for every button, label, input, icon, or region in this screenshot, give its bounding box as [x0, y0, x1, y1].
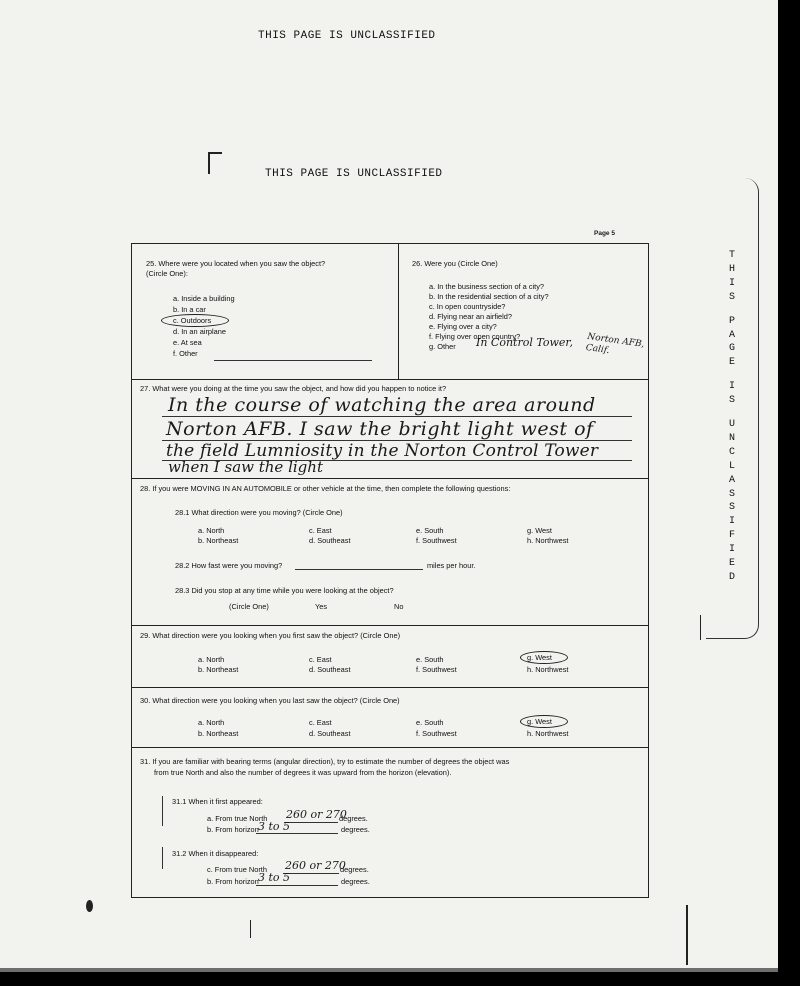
scan-mark — [686, 905, 688, 965]
q25-option-e[interactable]: e. At sea — [173, 338, 202, 347]
q30-dir-f[interactable]: f. Southwest — [416, 729, 457, 738]
q26-question: 26. Were you (Circle One) — [412, 259, 498, 268]
q28-question: 28. If you were MOVING IN AN AUTOMOBILE or other vehicle at the time, then complete the following questions: — [140, 484, 511, 493]
classification-banner-top: THIS PAGE IS UNCLASSIFIED — [258, 30, 436, 42]
q31-question-line-2: from true North and also the number of degrees it was upward from the horizon (elevation). — [154, 768, 452, 777]
q29-dir-c[interactable]: c. East — [309, 655, 332, 664]
q25-option-f[interactable]: f. Other — [173, 349, 198, 358]
q28-3-circle-one: (Circle One) — [229, 602, 269, 611]
side-stamp-letter: U — [729, 419, 736, 430]
q25-other-line — [214, 360, 372, 361]
q31-2b-label: b. From horizon — [207, 877, 259, 886]
q29-question: 29. What direction were you looking when you first saw the object? (Circle One) — [140, 631, 401, 640]
scan-mark — [700, 615, 701, 640]
q26-option-a[interactable]: a. In the business section of a city? — [429, 282, 545, 291]
q30-selected-circle — [520, 715, 568, 728]
q26-option-d[interactable]: d. Flying near an airfield? — [429, 312, 512, 321]
scan-speck — [86, 900, 93, 912]
q31-question-line-1: 31. If you are familiar with bearing terms (angular direction), try to estimate the number of degrees the object was — [140, 757, 510, 766]
q28-dir-c[interactable]: c. East — [309, 526, 332, 535]
q28-dir-a[interactable]: a. North — [198, 526, 225, 535]
q26-handwritten-side: Norton AFB, Calif. — [585, 332, 645, 357]
q25-option-d[interactable]: d. In an airplane — [173, 327, 227, 336]
q31-1a-degrees: degrees. — [339, 814, 368, 823]
q29-selected-circle — [520, 651, 568, 664]
side-stamp-letter: I — [729, 277, 736, 289]
q28-dir-d[interactable]: d. Southeast — [309, 536, 351, 545]
side-stamp-letter: C — [729, 446, 736, 458]
q31-2c-label: c. From true North — [207, 865, 267, 874]
q27-handwritten-line-1: In the course of watching the area around — [168, 394, 596, 416]
q30-dir-h[interactable]: h. Northwest — [527, 729, 569, 738]
side-stamp-letter: S — [729, 488, 736, 500]
q31-2c-handwritten: 260 or 270 — [285, 859, 346, 872]
q26-option-f[interactable]: f. Flying over open country? — [429, 332, 521, 341]
q28-dir-e[interactable]: e. South — [416, 526, 444, 535]
side-stamp-letter: S — [729, 502, 736, 514]
side-stamp-letter: E — [729, 558, 736, 569]
q25-option-c[interactable]: c. Outdoors — [173, 316, 212, 325]
q28-2-unit: miles per hour. — [427, 561, 476, 570]
q31-2c-degrees: degrees. — [340, 865, 369, 874]
q28-3-yes[interactable]: Yes — [315, 602, 328, 611]
scan-bottom-edge — [0, 968, 778, 972]
q28-dir-h[interactable]: h. Northwest — [527, 536, 569, 545]
side-stamp-letter: A — [729, 474, 736, 486]
q28-2-speed-line[interactable] — [295, 569, 423, 570]
q30-dir-d[interactable]: d. Southeast — [309, 729, 351, 738]
q29-dir-d[interactable]: d. Southeast — [309, 665, 351, 674]
page-number: Page 5 — [594, 230, 615, 237]
side-stamp-letter: L — [729, 460, 736, 472]
q31-2-heading: 31.2 When it disappeared: — [172, 849, 259, 858]
q25-instruction: (Circle One): — [146, 269, 188, 278]
q27-handwritten-line-4: when I saw the light — [168, 458, 323, 476]
classification-banner-second: THIS PAGE IS UNCLASSIFIED — [265, 168, 443, 180]
q30-dir-b[interactable]: b. Northeast — [198, 729, 239, 738]
q29-dir-g[interactable]: g. West — [527, 653, 552, 662]
q25-selected-circle — [161, 314, 229, 327]
q31-1-heading: 31.1 When it first appeared: — [172, 797, 263, 806]
side-stamp-letter: G — [729, 343, 736, 355]
side-stamp-letter: P — [729, 315, 736, 327]
q27-handwritten-line-3: the field Lumniosity in the Norton Control Tower — [166, 441, 599, 461]
q27-question: 27. What were you doing at the time you saw the object, and how did you happen to notice it? — [140, 384, 447, 393]
q30-dir-e[interactable]: e. South — [416, 718, 444, 727]
side-stamp-letter: N — [729, 432, 736, 444]
scan-mark — [208, 152, 210, 174]
stamp-bracket — [706, 178, 759, 639]
sighting-form — [131, 243, 649, 898]
q29-dir-h[interactable]: h. Northwest — [527, 665, 569, 674]
side-stamp-letter: D — [729, 571, 736, 583]
q30-dir-g[interactable]: g. West — [527, 717, 552, 726]
q28-2-question: 28.2 How fast were you moving? — [175, 561, 283, 570]
side-stamp-letter: H — [729, 263, 736, 275]
q27-handwritten-line-2: Norton AFB. I saw the bright light west of — [166, 418, 594, 440]
q31-2b-degrees: degrees. — [341, 877, 370, 886]
q29-dir-b[interactable]: b. Northeast — [198, 665, 239, 674]
q26-handwritten-other: In Control Tower, — [476, 336, 573, 349]
q28-dir-g[interactable]: g. West — [527, 526, 552, 535]
q26-option-b[interactable]: b. In the residential section of a city? — [429, 292, 549, 301]
side-stamp-letter: A — [729, 329, 736, 341]
side-stamp-letter: F — [729, 530, 736, 542]
side-stamp-letter: S — [729, 395, 736, 407]
side-stamp-letter: S — [729, 291, 736, 303]
q26-option-g[interactable]: g. Other — [429, 342, 456, 351]
side-stamp-letter: E — [729, 357, 736, 369]
q29-dir-f[interactable]: f. Southwest — [416, 665, 457, 674]
q26-option-e[interactable]: e. Flying over a city? — [429, 322, 497, 331]
q26-option-c[interactable]: c. In open countryside? — [429, 302, 506, 311]
q29-dir-a[interactable]: a. North — [198, 655, 225, 664]
q31-2b-handwritten: 3 to 5 — [258, 871, 291, 884]
scan-mark — [250, 920, 251, 938]
q30-dir-a[interactable]: a. North — [198, 718, 225, 727]
q31-1b-label: b. From horizon — [207, 825, 259, 834]
q28-3-question: 28.3 Did you stop at any time while you were looking at the object? — [175, 586, 394, 595]
q29-dir-e[interactable]: e. South — [416, 655, 444, 664]
q28-1-question: 28.1 What direction were you moving? (Circle One) — [175, 508, 343, 517]
side-stamp-letter: T — [729, 250, 736, 261]
side-stamp-letter: I — [729, 381, 736, 393]
side-stamp-letter: I — [729, 516, 736, 528]
q31-1b-handwritten: 3 to 5 — [258, 820, 291, 833]
q30-dir-c[interactable]: c. East — [309, 718, 332, 727]
q28-3-no[interactable]: No — [394, 602, 404, 611]
q25-question: 25. Where were you located when you saw the object? — [146, 259, 326, 268]
q28-dir-b[interactable]: b. Northeast — [198, 536, 239, 545]
scan-mark — [208, 152, 222, 154]
q28-dir-f[interactable]: f. Southwest — [416, 536, 457, 545]
q25-option-b[interactable]: b. In a car — [173, 305, 206, 314]
q30-question: 30. What direction were you looking when you last saw the object? (Circle One) — [140, 696, 400, 705]
q31-1b-degrees: degrees. — [341, 825, 370, 834]
q25-option-a[interactable]: a. Inside a building — [173, 294, 235, 303]
side-stamp-letter: I — [729, 544, 736, 556]
q31-1a-label: a. From true North — [207, 814, 268, 823]
q31-1a-handwritten: 260 or 270 — [286, 808, 347, 821]
